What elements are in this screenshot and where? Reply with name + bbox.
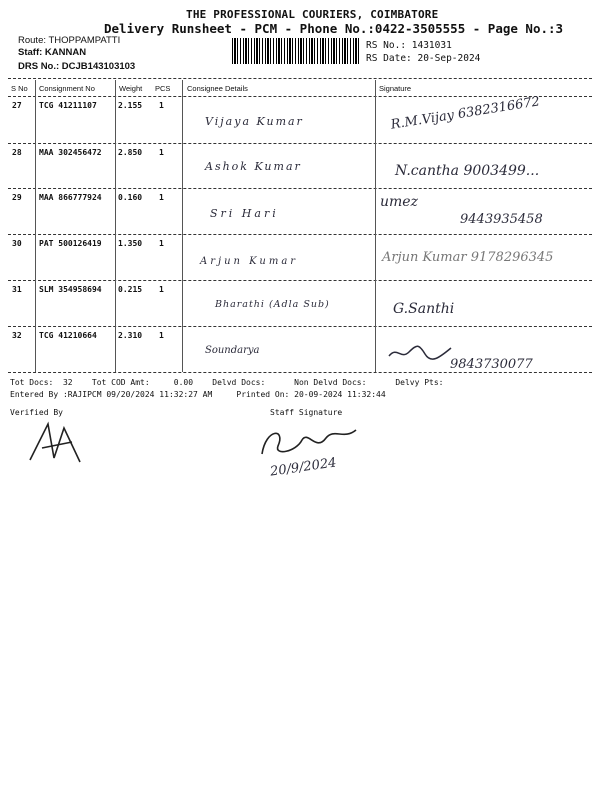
row-pcs: 1 — [159, 285, 164, 294]
totals-line: Tot Docs: 32 Tot COD Amt: 0.00 Delvd Docs: Non Delvd Docs: Delvy Pts: — [10, 378, 444, 387]
col-consignee-header: Consignee Details — [187, 84, 248, 93]
table-rule — [8, 234, 592, 235]
table-rule — [8, 143, 592, 144]
row-weight: 0.160 — [118, 193, 143, 202]
row-consignee-handwriting: Vijaya Kumar — [205, 115, 304, 128]
staff-label: Staff: KANNAN — [18, 47, 87, 58]
row-weight: 2.310 — [118, 331, 143, 340]
row-sno: 29 — [12, 193, 22, 202]
table-rule — [8, 78, 592, 79]
col-pcs-header: PCS — [155, 84, 171, 93]
table-rule — [8, 188, 592, 189]
row-consignment-no: MAA 302456472 — [39, 148, 102, 157]
row-pcs: 1 — [159, 148, 164, 157]
col-sno-header: S No — [11, 84, 28, 93]
table-rule — [8, 326, 592, 327]
row-consignee-handwriting: Bharathi (Adla Sub) — [215, 299, 330, 310]
table-divider — [182, 80, 183, 372]
row-sno: 28 — [12, 148, 22, 157]
col-consignment-header: Consignment No — [39, 84, 95, 93]
row-signature-scribble: umez — [380, 194, 418, 210]
row-consignee-handwriting: Ashok Kumar — [205, 160, 302, 173]
row-weight: 0.215 — [118, 285, 143, 294]
rs-date: RS Date: 20-Sep-2024 — [366, 53, 481, 64]
barcode — [232, 38, 360, 64]
row-pcs: 1 — [159, 239, 164, 248]
row-signature-handwriting: R.M.Vijay 6382316672 — [389, 94, 541, 133]
row-consignee-handwriting: Sri Hari — [210, 207, 279, 220]
table-divider — [115, 80, 116, 372]
row-pcs: 1 — [159, 193, 164, 202]
row-signature-handwriting: 9843730077 — [450, 357, 533, 372]
row-signature-handwriting: 9443935458 — [460, 212, 543, 227]
row-sno: 32 — [12, 331, 22, 340]
row-consignee-handwriting: Arjun Kumar — [200, 256, 299, 267]
table-divider — [375, 80, 376, 372]
col-weight-header: Weight — [119, 84, 143, 93]
rs-number: RS No.: 1431031 — [366, 40, 452, 51]
row-consignment-no: MAA 866777924 — [39, 193, 102, 202]
row-sno: 31 — [12, 285, 22, 294]
entered-by-line: Entered By :RAJIPCM 09/20/2024 11:32:27 AM Printed On: 20-09-2024 11:32:44 — [10, 390, 386, 399]
company-name: THE PROFESSIONAL COURIERS, COIMBATORE — [186, 8, 439, 21]
row-signature-scribble — [385, 338, 455, 364]
drs-number: DRS No.: DCJB143103103 — [18, 61, 136, 72]
row-consignee-handwriting: Soundarya — [205, 345, 260, 356]
col-signature-header: Signature — [379, 84, 412, 93]
row-consignment-no: PAT 500126419 — [39, 239, 102, 248]
row-consignment-no: SLM 354958694 — [39, 285, 102, 294]
row-consignment-no: TCG 41210664 — [39, 331, 97, 340]
row-pcs: 1 — [159, 331, 164, 340]
staff-signature-label: Staff Signature — [270, 408, 343, 417]
row-pcs: 1 — [159, 101, 164, 110]
staff-signature — [256, 422, 366, 464]
table-rule — [8, 280, 592, 281]
table-rule — [8, 96, 592, 97]
table-divider — [35, 80, 36, 372]
runsheet-title: Delivery Runsheet - PCM - Phone No.:0422-3505555 - Page No.:3 — [104, 21, 564, 36]
row-signature-handwriting: Arjun Kumar 9178296345 — [382, 250, 554, 265]
signature-date-handwriting: 20/9/2024 — [269, 455, 338, 480]
table-rule — [8, 372, 592, 373]
row-sno: 30 — [12, 239, 22, 248]
row-weight: 2.155 — [118, 101, 143, 110]
row-weight: 2.850 — [118, 148, 143, 157]
verifier-signature — [20, 418, 110, 468]
verified-by-label: Verified By — [10, 408, 63, 417]
row-signature-handwriting: G.Santhi — [393, 301, 455, 317]
row-consignment-no: TCG 41211107 — [39, 101, 97, 110]
route-label: Route: THOPPAMPATTI — [18, 35, 121, 46]
row-signature-handwriting: N.cantha 9003499... — [395, 163, 540, 179]
row-weight: 1.350 — [118, 239, 143, 248]
row-sno: 27 — [12, 101, 22, 110]
